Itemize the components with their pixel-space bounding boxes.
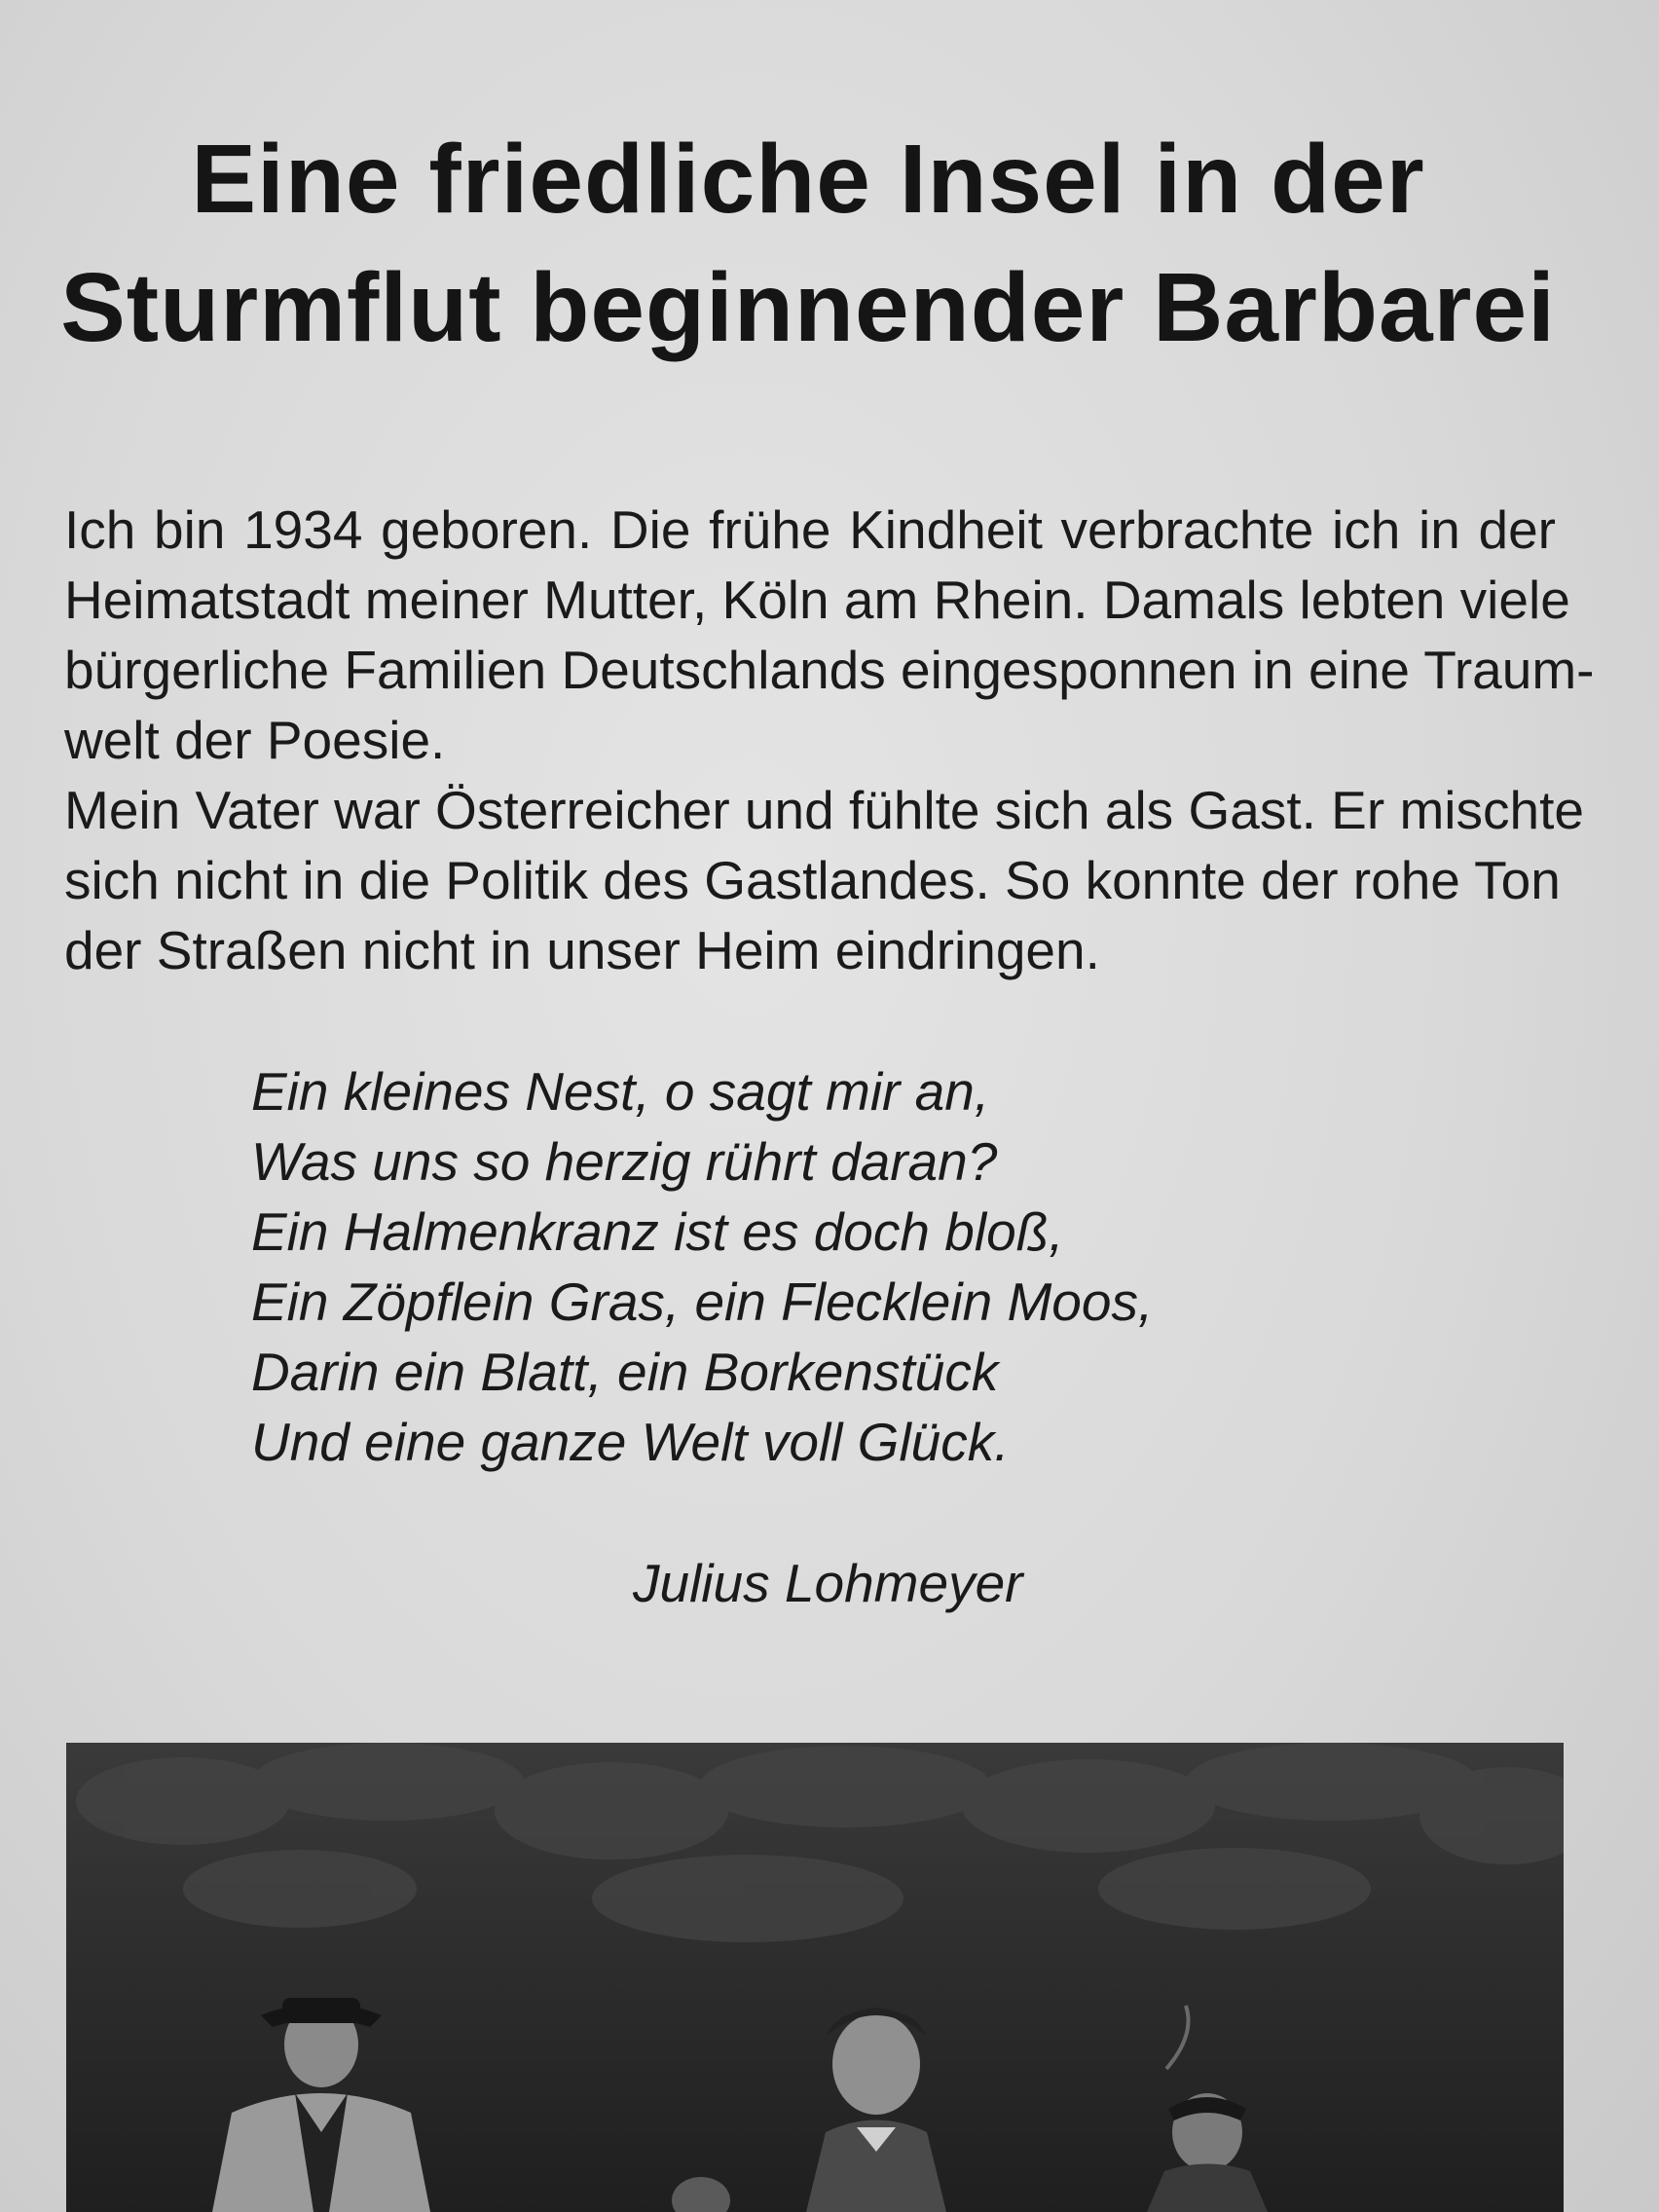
family-photo xyxy=(66,1743,1564,2212)
poem xyxy=(251,1056,1322,1477)
poem-verse: Darin ein Blatt, ein Borkenstück xyxy=(251,1342,999,1402)
title-line-1: Eine friedliche Insel in der xyxy=(191,125,1425,234)
poem-verse: Ein kleines Nest, o sagt mir an, xyxy=(251,1061,990,1122)
body-line: der Straßen nicht in unser Heim eindringen. xyxy=(64,920,1100,980)
poem-verse: Und eine ganze Welt voll Glück. xyxy=(251,1412,1010,1472)
body-line: bürgerliche Familien Deutschlands eingesponnen in eine Traum- xyxy=(64,640,1595,700)
poem-author: Julius Lohmeyer xyxy=(633,1553,1023,1613)
body-line: sich nicht in die Politik des Gastlandes. So konnte der rohe Ton xyxy=(64,850,1561,910)
body-line: welt der Poesie. xyxy=(64,710,446,770)
body-line: Mein Vater war Österreicher und fühlte sich als Gast. Er mischte xyxy=(64,780,1584,840)
body-paragraph xyxy=(64,495,1595,985)
poem-verse: Was uns so herzig rührt daran? xyxy=(251,1131,998,1192)
poem-verse: Ein Zöpflein Gras, ein Flecklein Moos, xyxy=(251,1272,1154,1332)
page-title xyxy=(39,115,1577,372)
title-line-2: Sturmflut beginnender Barbarei xyxy=(60,253,1556,362)
poem-verse: Ein Halmenkranz ist es doch bloß, xyxy=(251,1201,1064,1262)
body-line: Heimatstadt meiner Mutter, Köln am Rhein. Damals lebten viele xyxy=(64,570,1570,630)
body-line: Ich bin 1934 geboren. Die frühe Kindheit verbrachte ich in der xyxy=(64,499,1556,560)
